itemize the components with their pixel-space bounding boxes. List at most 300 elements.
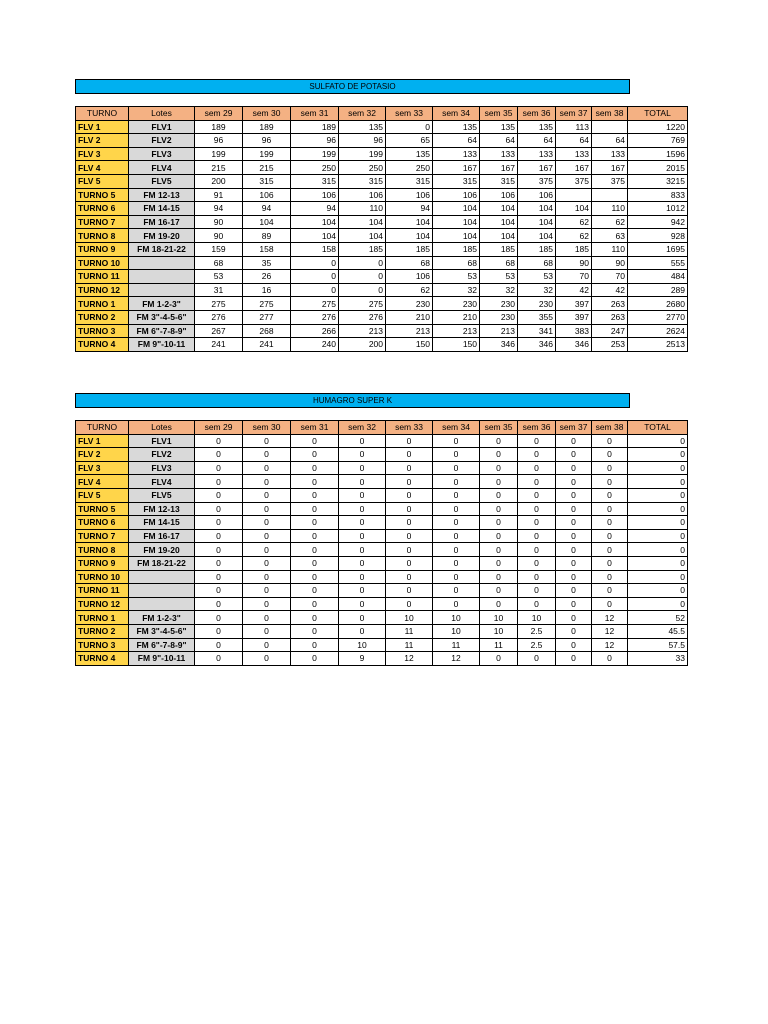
value-cell: 0	[518, 652, 556, 666]
value-cell: 230	[386, 297, 433, 311]
sulfato-section	[75, 79, 688, 352]
turno-cell: FLV 5	[76, 488, 129, 502]
value-cell: 104	[518, 202, 556, 216]
value-cell: 0	[518, 543, 556, 557]
table-row	[76, 338, 688, 352]
value-cell: 0	[386, 556, 433, 570]
turno-cell: FLV 2	[76, 448, 129, 462]
value-cell: 277	[243, 310, 291, 324]
value-cell: 0	[433, 461, 480, 475]
value-cell: 0	[339, 475, 386, 489]
value-cell: 2.5	[518, 638, 556, 652]
value-cell: 0	[433, 502, 480, 516]
value-cell: 64	[556, 134, 592, 148]
value-cell: 200	[195, 174, 243, 188]
column-header: sem 31	[291, 421, 339, 435]
value-cell: 12	[592, 611, 628, 625]
value-cell: 12	[592, 624, 628, 638]
table-row	[76, 434, 688, 448]
value-cell: 341	[518, 324, 556, 338]
value-cell: 0	[195, 652, 243, 666]
value-cell: 0	[291, 597, 339, 611]
value-cell: 91	[195, 188, 243, 202]
column-header: sem 31	[291, 107, 339, 121]
value-cell: 0	[556, 448, 592, 462]
value-cell: 96	[243, 134, 291, 148]
value-cell: 94	[386, 202, 433, 216]
value-cell: 150	[433, 338, 480, 352]
value-cell: 68	[433, 256, 480, 270]
value-cell: 0	[556, 461, 592, 475]
value-cell: 10	[386, 611, 433, 625]
value-cell: 383	[556, 324, 592, 338]
value-cell: 213	[433, 324, 480, 338]
value-cell: 26	[243, 270, 291, 284]
value-cell: 0	[556, 584, 592, 598]
value-cell: 0	[433, 434, 480, 448]
value-cell: 0	[243, 461, 291, 475]
value-cell: 0	[480, 434, 518, 448]
value-cell: 275	[243, 297, 291, 311]
value-cell: 0	[433, 570, 480, 584]
value-cell: 0	[518, 529, 556, 543]
value-cell: 263	[592, 297, 628, 311]
value-cell: 167	[592, 161, 628, 175]
value-cell: 315	[243, 174, 291, 188]
value-cell: 0	[195, 475, 243, 489]
value-cell: 0	[480, 652, 518, 666]
lote-cell: FLV2	[129, 448, 195, 462]
value-cell: 0	[291, 448, 339, 462]
lote-cell: FLV4	[129, 161, 195, 175]
turno-cell: TURNO 11	[76, 584, 129, 598]
turno-cell: TURNO 10	[76, 256, 129, 270]
value-cell: 0	[243, 584, 291, 598]
lote-cell: FM 14-15	[129, 516, 195, 530]
value-cell: 94	[291, 202, 339, 216]
turno-cell: TURNO 4	[76, 338, 129, 352]
value-cell: 0	[339, 543, 386, 557]
value-cell: 104	[243, 215, 291, 229]
turno-cell: TURNO 1	[76, 297, 129, 311]
value-cell: 62	[592, 215, 628, 229]
table-row	[76, 516, 688, 530]
table-row	[76, 475, 688, 489]
value-cell: 0	[480, 584, 518, 598]
column-header: TURNO	[76, 107, 129, 121]
value-cell: 106	[480, 188, 518, 202]
value-cell: 106	[339, 188, 386, 202]
value-cell: 0	[195, 570, 243, 584]
value-cell: 0	[518, 502, 556, 516]
value-cell	[592, 188, 628, 202]
column-header: Lotes	[129, 107, 195, 121]
value-cell: 90	[592, 256, 628, 270]
column-header: TOTAL	[628, 421, 688, 435]
header-row	[76, 107, 688, 121]
table-row	[76, 638, 688, 652]
value-cell: 35	[243, 256, 291, 270]
value-cell: 0	[556, 597, 592, 611]
value-cell: 0	[386, 543, 433, 557]
table-row	[76, 652, 688, 666]
value-cell: 0	[291, 584, 339, 598]
value-cell: 0	[291, 256, 339, 270]
value-cell: 375	[556, 174, 592, 188]
total-cell: 0	[628, 502, 688, 516]
value-cell: 12	[433, 652, 480, 666]
value-cell: 185	[480, 242, 518, 256]
total-cell: 2624	[628, 324, 688, 338]
value-cell: 10	[433, 624, 480, 638]
value-cell: 0	[556, 488, 592, 502]
column-header: sem 35	[480, 421, 518, 435]
table-row	[76, 215, 688, 229]
lote-cell: FM 1-2-3"	[129, 611, 195, 625]
table-row	[76, 283, 688, 297]
value-cell: 53	[433, 270, 480, 284]
value-cell: 346	[518, 338, 556, 352]
value-cell: 11	[386, 624, 433, 638]
turno-cell: TURNO 7	[76, 215, 129, 229]
value-cell: 0	[556, 570, 592, 584]
value-cell: 0	[291, 488, 339, 502]
turno-cell: TURNO 2	[76, 310, 129, 324]
value-cell: 0	[480, 475, 518, 489]
value-cell: 199	[291, 147, 339, 161]
value-cell: 0	[243, 543, 291, 557]
value-cell: 0	[339, 488, 386, 502]
value-cell: 0	[386, 516, 433, 530]
value-cell: 0	[480, 516, 518, 530]
total-cell: 0	[628, 488, 688, 502]
column-header: sem 34	[433, 421, 480, 435]
value-cell: 96	[195, 134, 243, 148]
lote-cell: FM 9"-10-11	[129, 652, 195, 666]
value-cell: 0	[291, 543, 339, 557]
value-cell: 0	[195, 529, 243, 543]
humagro-section	[75, 393, 688, 666]
value-cell: 275	[195, 297, 243, 311]
table-row	[76, 202, 688, 216]
value-cell: 0	[556, 475, 592, 489]
value-cell: 0	[243, 624, 291, 638]
value-cell: 0	[433, 448, 480, 462]
value-cell: 104	[386, 229, 433, 243]
column-header: sem 30	[243, 421, 291, 435]
table-row	[76, 310, 688, 324]
value-cell: 0	[556, 624, 592, 638]
value-cell: 0	[243, 502, 291, 516]
turno-cell: TURNO 2	[76, 624, 129, 638]
turno-cell: FLV 3	[76, 461, 129, 475]
lote-cell: FLV2	[129, 134, 195, 148]
value-cell: 0	[243, 570, 291, 584]
value-cell: 135	[480, 120, 518, 134]
value-cell: 90	[195, 229, 243, 243]
value-cell: 346	[480, 338, 518, 352]
value-cell: 0	[556, 516, 592, 530]
column-header: sem 34	[433, 107, 480, 121]
table-row	[76, 297, 688, 311]
turno-cell: TURNO 5	[76, 502, 129, 516]
total-cell: 2513	[628, 338, 688, 352]
turno-cell: FLV 1	[76, 120, 129, 134]
column-header: sem 33	[386, 421, 433, 435]
value-cell: 315	[480, 174, 518, 188]
value-cell: 230	[433, 297, 480, 311]
sulfato-title: SULFATO DE POTASIO	[75, 79, 630, 94]
value-cell: 250	[386, 161, 433, 175]
value-cell: 0	[556, 638, 592, 652]
value-cell: 0	[480, 543, 518, 557]
value-cell: 0	[433, 584, 480, 598]
table-row	[76, 529, 688, 543]
turno-cell: FLV 4	[76, 161, 129, 175]
value-cell: 0	[195, 556, 243, 570]
lote-cell	[129, 570, 195, 584]
value-cell: 0	[195, 461, 243, 475]
value-cell: 185	[386, 242, 433, 256]
total-cell: 1596	[628, 147, 688, 161]
value-cell: 0	[291, 475, 339, 489]
value-cell: 275	[339, 297, 386, 311]
value-cell: 68	[386, 256, 433, 270]
value-cell: 0	[243, 652, 291, 666]
value-cell: 11	[386, 638, 433, 652]
value-cell: 0	[195, 624, 243, 638]
value-cell: 213	[339, 324, 386, 338]
value-cell: 12	[592, 638, 628, 652]
value-cell: 315	[433, 174, 480, 188]
value-cell: 247	[592, 324, 628, 338]
value-cell: 10	[480, 624, 518, 638]
value-cell: 12	[386, 652, 433, 666]
column-header: Lotes	[129, 421, 195, 435]
value-cell: 32	[480, 283, 518, 297]
value-cell: 0	[433, 475, 480, 489]
total-cell: 1012	[628, 202, 688, 216]
column-header: sem 32	[339, 421, 386, 435]
value-cell: 0	[386, 461, 433, 475]
turno-cell: TURNO 6	[76, 516, 129, 530]
value-cell: 0	[195, 597, 243, 611]
value-cell: 185	[433, 242, 480, 256]
value-cell: 0	[339, 570, 386, 584]
lote-cell: FLV1	[129, 120, 195, 134]
value-cell: 0	[592, 556, 628, 570]
turno-cell: TURNO 4	[76, 652, 129, 666]
value-cell: 104	[291, 229, 339, 243]
value-cell: 0	[243, 556, 291, 570]
value-cell: 0	[339, 283, 386, 297]
lote-cell: FM 16-17	[129, 529, 195, 543]
value-cell: 53	[195, 270, 243, 284]
value-cell: 42	[592, 283, 628, 297]
total-cell: 33	[628, 652, 688, 666]
value-cell: 53	[518, 270, 556, 284]
value-cell: 0	[518, 597, 556, 611]
value-cell: 0	[556, 611, 592, 625]
value-cell: 315	[339, 174, 386, 188]
lote-cell: FLV3	[129, 461, 195, 475]
value-cell: 276	[291, 310, 339, 324]
total-cell: 0	[628, 461, 688, 475]
value-cell: 0	[243, 434, 291, 448]
value-cell: 0	[592, 475, 628, 489]
value-cell: 0	[243, 488, 291, 502]
value-cell: 0	[386, 120, 433, 134]
value-cell: 0	[480, 461, 518, 475]
value-cell: 250	[291, 161, 339, 175]
value-cell: 0	[592, 516, 628, 530]
value-cell: 0	[386, 584, 433, 598]
value-cell: 0	[556, 434, 592, 448]
value-cell: 0	[480, 502, 518, 516]
value-cell: 63	[592, 229, 628, 243]
value-cell: 167	[433, 161, 480, 175]
value-cell: 210	[433, 310, 480, 324]
value-cell: 2.5	[518, 624, 556, 638]
value-cell: 133	[433, 147, 480, 161]
turno-cell: TURNO 8	[76, 229, 129, 243]
value-cell: 104	[433, 215, 480, 229]
value-cell: 135	[518, 120, 556, 134]
value-cell: 113	[556, 120, 592, 134]
table-row	[76, 324, 688, 338]
turno-cell: TURNO 1	[76, 611, 129, 625]
value-cell: 215	[195, 161, 243, 175]
value-cell: 104	[339, 215, 386, 229]
value-cell: 68	[480, 256, 518, 270]
value-cell: 0	[339, 434, 386, 448]
value-cell: 0	[592, 529, 628, 543]
value-cell: 0	[291, 638, 339, 652]
table-row	[76, 556, 688, 570]
value-cell: 32	[433, 283, 480, 297]
value-cell: 32	[518, 283, 556, 297]
value-cell: 96	[339, 134, 386, 148]
value-cell: 0	[339, 611, 386, 625]
value-cell: 0	[339, 516, 386, 530]
value-cell: 0	[339, 448, 386, 462]
value-cell: 0	[243, 597, 291, 611]
value-cell: 0	[291, 502, 339, 516]
turno-cell: TURNO 7	[76, 529, 129, 543]
value-cell: 0	[480, 448, 518, 462]
turno-cell: TURNO 6	[76, 202, 129, 216]
value-cell: 104	[480, 202, 518, 216]
value-cell: 135	[386, 147, 433, 161]
total-cell: 0	[628, 516, 688, 530]
value-cell: 0	[480, 597, 518, 611]
value-cell: 0	[592, 461, 628, 475]
value-cell: 133	[592, 147, 628, 161]
value-cell: 0	[291, 461, 339, 475]
value-cell: 64	[480, 134, 518, 148]
value-cell: 315	[291, 174, 339, 188]
table-row	[76, 611, 688, 625]
value-cell: 0	[195, 584, 243, 598]
value-cell: 0	[592, 543, 628, 557]
turno-cell: FLV 1	[76, 434, 129, 448]
value-cell: 106	[291, 188, 339, 202]
value-cell: 0	[291, 624, 339, 638]
column-header: sem 30	[243, 107, 291, 121]
header-row	[76, 421, 688, 435]
value-cell: 62	[556, 215, 592, 229]
total-cell: 0	[628, 570, 688, 584]
value-cell: 0	[433, 529, 480, 543]
value-cell: 68	[195, 256, 243, 270]
value-cell: 10	[518, 611, 556, 625]
total-cell: 1220	[628, 120, 688, 134]
value-cell: 276	[339, 310, 386, 324]
turno-cell: TURNO 9	[76, 556, 129, 570]
value-cell: 135	[433, 120, 480, 134]
value-cell: 375	[518, 174, 556, 188]
value-cell: 0	[243, 516, 291, 530]
table-row	[76, 488, 688, 502]
table-row	[76, 229, 688, 243]
value-cell	[556, 188, 592, 202]
value-cell: 0	[556, 529, 592, 543]
value-cell: 106	[433, 188, 480, 202]
value-cell: 133	[480, 147, 518, 161]
value-cell: 241	[243, 338, 291, 352]
humagro-table	[75, 420, 688, 666]
value-cell: 0	[480, 529, 518, 543]
total-cell: 0	[628, 584, 688, 598]
value-cell: 0	[195, 434, 243, 448]
value-cell: 0	[518, 488, 556, 502]
value-cell: 185	[518, 242, 556, 256]
value-cell: 346	[556, 338, 592, 352]
lote-cell: FM 19-20	[129, 229, 195, 243]
value-cell: 11	[480, 638, 518, 652]
value-cell: 94	[243, 202, 291, 216]
value-cell: 0	[386, 488, 433, 502]
value-cell: 104	[291, 215, 339, 229]
table-row	[76, 161, 688, 175]
value-cell: 31	[195, 283, 243, 297]
total-cell: 52	[628, 611, 688, 625]
value-cell: 200	[339, 338, 386, 352]
value-cell: 189	[243, 120, 291, 134]
value-cell: 397	[556, 297, 592, 311]
lote-cell: FM 6"-7-8-9"	[129, 638, 195, 652]
value-cell: 0	[339, 584, 386, 598]
value-cell: 104	[433, 229, 480, 243]
total-cell: 769	[628, 134, 688, 148]
value-cell: 275	[291, 297, 339, 311]
lote-cell: FM 6"-7-8-9"	[129, 324, 195, 338]
value-cell: 0	[433, 516, 480, 530]
column-header: sem 38	[592, 107, 628, 121]
total-cell: 45.5	[628, 624, 688, 638]
value-cell: 0	[518, 556, 556, 570]
total-cell: 555	[628, 256, 688, 270]
value-cell: 230	[518, 297, 556, 311]
table-row	[76, 570, 688, 584]
value-cell: 10	[480, 611, 518, 625]
lote-cell	[129, 270, 195, 284]
value-cell: 0	[386, 597, 433, 611]
value-cell: 0	[291, 556, 339, 570]
column-header: sem 37	[556, 107, 592, 121]
value-cell: 104	[518, 215, 556, 229]
value-cell: 0	[556, 652, 592, 666]
